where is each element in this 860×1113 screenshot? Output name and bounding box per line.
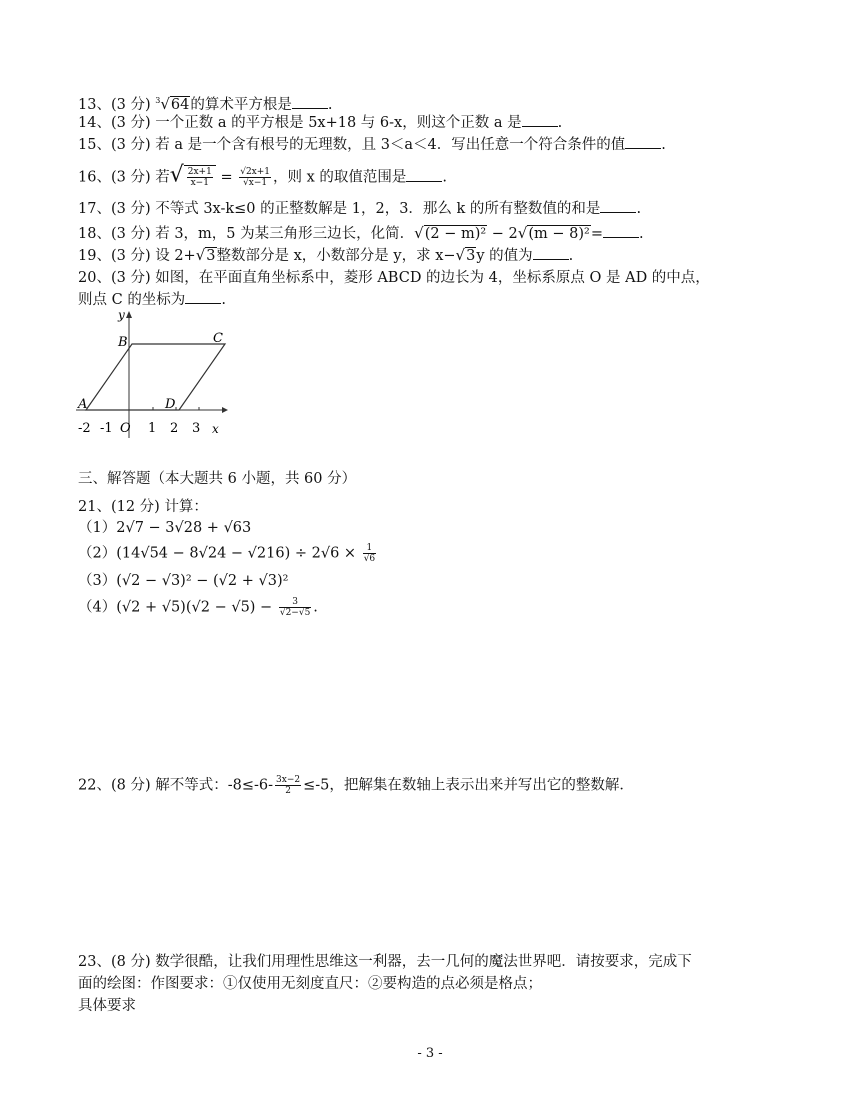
q21-part-3: （3）(√2 − √3)² − (√2 + √3)² <box>78 573 289 589</box>
question-text: 计算： <box>164 499 208 515</box>
tick-label-3: 3 <box>192 421 201 436</box>
question-22 <box>78 775 634 796</box>
q21-part-1: （1）2√7 − 3√28 + √63 <box>78 520 252 536</box>
expression: （4）(√2 + √5)(√2 − √5) − <box>78 599 277 616</box>
question-text: ≤-5，把解集在数轴上表示出来并写出它的整数解． <box>303 777 634 794</box>
question-16: 16、(3 分) 若√ $\frac{2x+1}{x-1}$ = $\frac{√2x+1}{√x-1}$ ，则 x 的取值范围是 . <box>78 162 448 188</box>
answer-blank <box>522 113 558 127</box>
label-o: O <box>120 421 131 436</box>
fraction-denominator: √2−√5 <box>279 608 311 618</box>
question-text: 设 2+ <box>155 248 196 264</box>
question-number: 13、(3 分) <box>78 96 151 113</box>
expression: （2）(14√54 − 8√24 − √216) ÷ 2√6 × <box>78 545 361 562</box>
question-23-line3: 具体要求 <box>78 998 136 1014</box>
question-text: y 的值为 <box>476 248 533 264</box>
label-d: D <box>165 397 176 412</box>
question-13: 13、(3 分) $^3$√64的算术平方根是 . <box>78 94 333 113</box>
question-text: 若 <box>155 169 170 186</box>
question-text: ，则 x 的取值范围是 <box>273 169 407 186</box>
fraction-numerator: 1 <box>363 543 376 554</box>
answer-blank <box>406 168 442 182</box>
question-text: 数学很酷，让我们用理性思维这一利器，去一几何的魔法世界吧．请按要求，完成下 <box>155 954 692 970</box>
question-14 <box>78 113 562 133</box>
fraction-numerator: 2x+1 <box>187 167 212 177</box>
answer-blank <box>185 290 221 304</box>
tick-label-2: 2 <box>170 421 179 436</box>
radicand: 3 <box>206 248 216 264</box>
question-text: 的算术平方根是 <box>190 96 292 113</box>
rhombus-abcd <box>86 344 225 410</box>
question-number: 19、(3 分) <box>78 248 151 264</box>
period: . <box>557 115 563 131</box>
section-title: 三、解答题（本大题共 6 小题，共 60 分） <box>78 471 357 487</box>
question-text: 整数部分是 x，小数部分是 y，求 x− <box>216 248 456 264</box>
question-number: 22、(8 分) <box>78 777 151 794</box>
period: . <box>638 226 644 242</box>
period: . <box>442 169 448 186</box>
question-18: 18、(3 分) 若 3，m，5 为某三角形三边长，化简．√(2 − m)² − 2√(m − 8)²= . <box>78 224 644 242</box>
question-15 <box>78 135 666 155</box>
q21-part-2 <box>78 543 378 564</box>
label-c: C <box>213 331 223 346</box>
y-label: y <box>118 308 125 322</box>
question-text: 若 3，m，5 为某三角形三边长，化简． <box>155 226 415 242</box>
question-text: 解不等式：-8≤-6- <box>155 777 274 794</box>
radicand: (2 − m)² <box>424 226 487 242</box>
question-23-line2: 面的绘图：作图要求：①仅使用无刻度直尺：②要构造的点必须是格点； <box>78 976 542 992</box>
fraction-denominator: √6 <box>363 554 376 564</box>
x-axis-arrow <box>222 407 228 413</box>
radicand: (m − 8)² <box>528 226 590 242</box>
period: . <box>636 201 642 217</box>
question-number: 17、(3 分) <box>78 201 151 217</box>
tick-label-neg1: -1 <box>100 421 113 436</box>
question-number: 21、(12 分) <box>78 499 160 515</box>
question-23 <box>78 952 692 972</box>
question-17 <box>78 199 641 219</box>
question-number: 20、(3 分) <box>78 270 151 286</box>
tick-label-neg2: -2 <box>78 421 91 436</box>
answer-blank <box>292 95 328 109</box>
answer-blank <box>603 224 639 238</box>
tick-label-1: 1 <box>148 421 157 436</box>
question-text: 则点 C 的坐标为 <box>78 292 186 308</box>
fraction-denominator: x−1 <box>190 178 209 188</box>
label-b: B <box>118 335 128 350</box>
fraction-denominator: √x−1 <box>243 178 268 188</box>
radicand: 3 <box>466 248 476 264</box>
period: . <box>568 248 574 264</box>
y-axis-arrow <box>126 311 132 318</box>
label-a: A <box>78 397 88 412</box>
math-operator: = <box>590 226 603 242</box>
page-number: - 3 - <box>417 1046 443 1061</box>
period: . <box>327 96 333 113</box>
period: . <box>221 292 226 308</box>
question-21 <box>78 497 208 517</box>
answer-blank <box>533 246 569 260</box>
fraction-numerator: 3 <box>279 597 311 608</box>
question-number: 16、(3 分) <box>78 169 151 186</box>
question-19: 19、(3 分) 设 2+√3整数部分是 x，小数部分是 y，求 x−√3y 的值为 . <box>78 246 574 264</box>
period: . <box>661 137 666 153</box>
answer-blank <box>625 135 661 149</box>
answer-blank <box>600 199 636 213</box>
question-number: 23、(8 分) <box>78 954 151 970</box>
period: . <box>313 599 318 616</box>
rhombus-figure <box>72 306 232 442</box>
cube-root-index: 3 <box>155 96 161 105</box>
question-number: 14、(3 分) <box>78 115 151 131</box>
question-number: 15、(3 分) <box>78 137 151 153</box>
q21-part-4 <box>78 597 318 618</box>
fraction-denominator: 2 <box>285 786 291 796</box>
question-text: 一个正数 a 的平方根是 5x+18 与 6-x，则这个正数 a 是 <box>155 115 522 131</box>
fraction-numerator: √2x+1 <box>240 167 271 177</box>
question-20 <box>78 268 710 288</box>
x-label: x <box>212 422 219 436</box>
question-text: 如图，在平面直角坐标系中，菱形 ABCD 的边长为 4，坐标系原点 O 是 AD 的中点， <box>155 270 710 286</box>
math-operator: − 2 <box>487 226 518 242</box>
fraction-numerator: 3x−2 <box>276 775 301 785</box>
question-text: 若 a 是一个含有根号的无理数，且 3＜a＜4．写出任意一个符合条件的值 <box>155 137 626 153</box>
question-number: 18、(3 分) <box>78 226 151 242</box>
question-text: 不等式 3x-k≤0 的正整数解是 1，2，3．那么 k 的所有整数值的和是 <box>155 201 601 217</box>
radicand: 64 <box>170 96 190 113</box>
